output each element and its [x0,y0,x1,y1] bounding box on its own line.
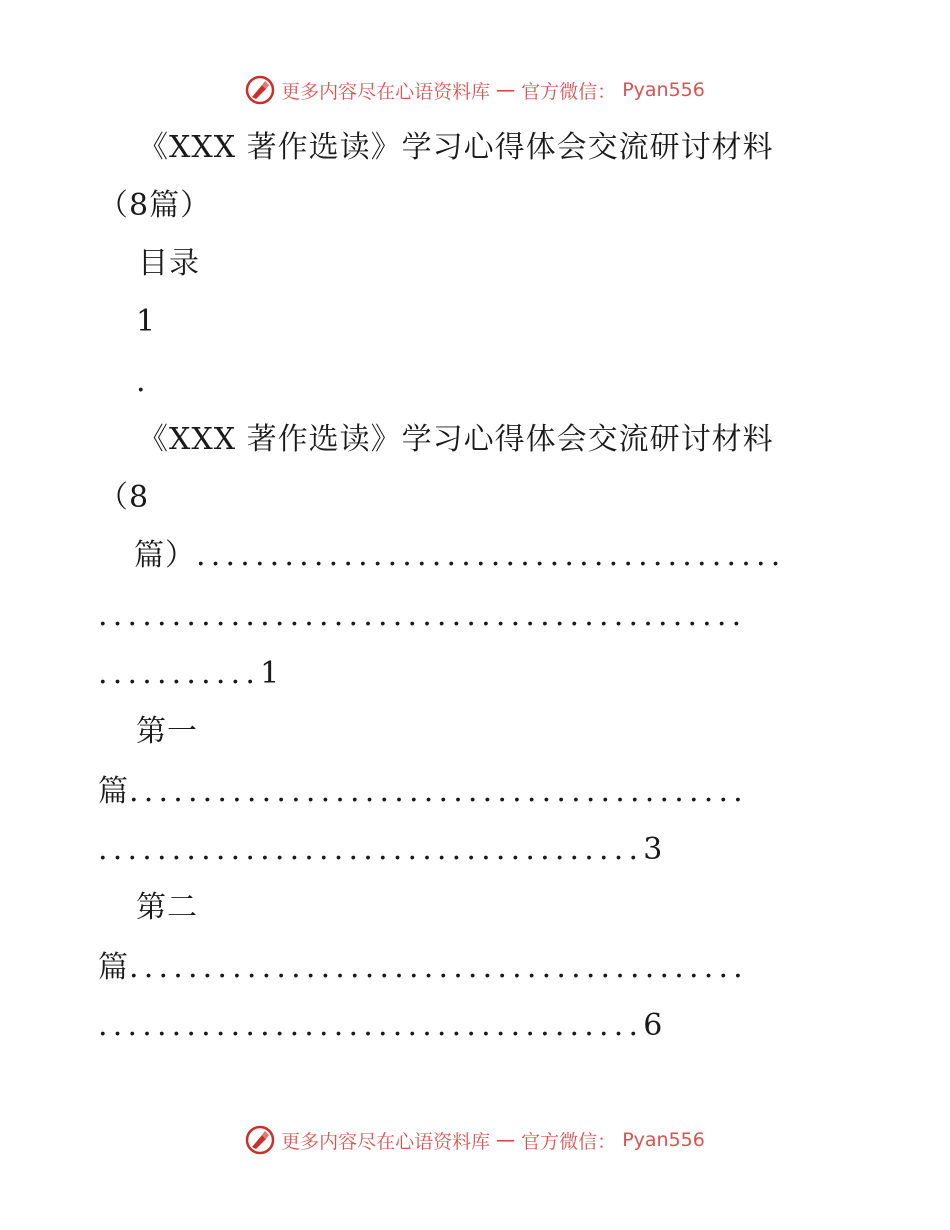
toc-entry1-label-line2-row[interactable] [98,772,748,812]
header-watermark [0,70,950,110]
toc-entry1-label-line1: 第一 [136,714,198,749]
toc-heading: 目录 [138,246,200,281]
toc-entry1-page: 3 [643,832,664,867]
toc-leader-dots: ..................................... [98,832,644,867]
toc-entry0-title-line3-row[interactable] [134,536,785,576]
toc-entry2-page-row[interactable] [98,1006,663,1046]
toc-entry0-title-line1: 《XXX 著作选读》学习心得体会交流研讨材料 [138,422,774,457]
watermark-contact-label: 官方微信： [521,1130,617,1153]
toc-entry1-page-row[interactable] [98,830,663,870]
pen-logo-icon [245,75,275,105]
toc-leader-row [98,596,746,636]
watermark-text: 更多内容尽在心语资料库 [281,1130,491,1153]
toc-leader-dots: .......................................... [129,950,748,985]
footer-watermark [0,1120,950,1160]
toc-entry0-title-line2[interactable]: （8 [98,480,150,515]
watermark-text: 更多内容尽在心语资料库 [281,80,491,103]
pen-logo-icon [245,1125,275,1155]
document-title-line2: （8篇） [98,188,212,223]
toc-entry1-label-line2: 篇 [98,774,129,809]
toc-leader-dots: ........................................ [196,538,786,573]
toc-entry0-period: . [136,364,147,399]
toc-entry0-number: 1 [136,304,157,339]
toc-entry0-page-row[interactable] [98,654,280,694]
toc-entry0-page: 1 [260,656,281,691]
watermark-contact-label: 官方微信： [521,80,617,103]
toc-entry2-label-line1: 第二 [136,890,198,925]
document-title-line1: 《XXX 著作选读》学习心得体会交流研讨材料 [138,130,774,165]
toc-entry2-page: 6 [643,1008,664,1043]
watermark-contact-id: Pyan556 [622,1129,705,1151]
toc-entry2-label-line2: 篇 [98,950,129,985]
toc-leader-dots: ............................................ [98,598,747,633]
toc-entry0-title-line3: 篇） [134,538,196,573]
watermark-separator: — [496,1129,516,1151]
toc-leader-dots: .......................................... [129,774,748,809]
toc-leader-dots: ..................................... [98,1008,644,1043]
toc-entry2-label-line2-row[interactable] [98,948,748,988]
toc-leader-dots: ........... [98,656,261,691]
watermark-separator: — [496,79,516,101]
watermark-contact-id: Pyan556 [622,79,705,101]
